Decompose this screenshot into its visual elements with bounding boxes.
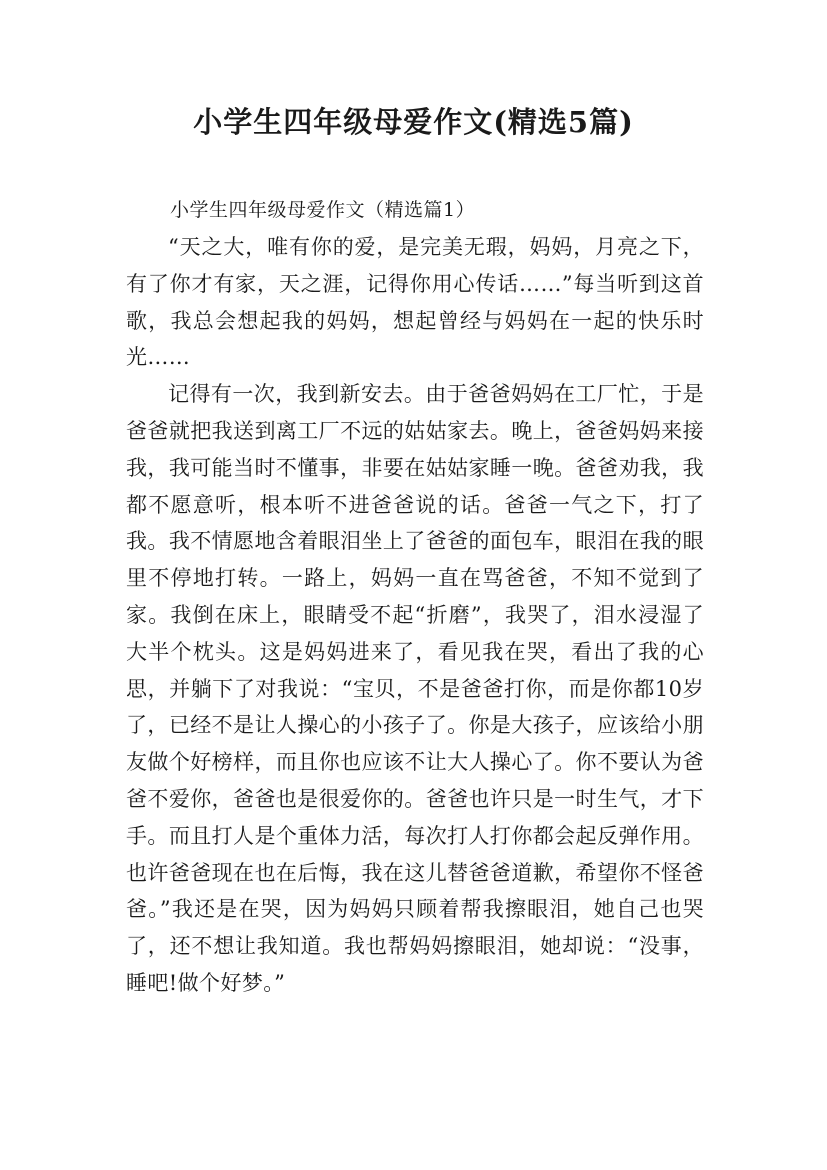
section-heading: 小学生四年级母爱作文（精选篇1） bbox=[170, 199, 476, 221]
paragraph-1: “天之大，唯有你的爱，是完美无瑕，妈妈，月亮之下，有了你才有家，天之涯，记得你用心传话……”每当听到这首歌，我总会想起我的妈妈，想起曾经与妈妈在一起的快乐时光…… bbox=[126, 235, 704, 370]
document-body bbox=[126, 191, 704, 1002]
document-title: 小学生四年级母爱作文(精选5篇) bbox=[193, 105, 634, 139]
paragraph-2: 记得有一次，我到新安去。由于爸爸妈妈在工厂忙，于是爸爸就把我送到离工厂不远的姑姑家去。晚上，爸爸妈妈来接我，我可能当时不懂事，非要在姑姑家睡一晚。爸爸劝我，我都不愿意听，根本听不进爸爸说的话。爸爸一气之下，打了我。我不情愿地含着眼泪坐上了爸爸的面包车，眼泪在我的眼里不停地打转。一路上，妈妈一直在骂爸爸，不知不觉到了家。我倒在床上，眼睛受不起“折磨”，我哭了，泪水浸湿了大半个枕头。这是妈妈进来了，看见我在哭，看出了我的心思，并躺下了对我说：“宝贝，不是爸爸打你，而是你都10岁了，已经不是让人操心的小孩子了。你是大孩子，应该给小朋友做个好榜样，而且你也应该不让大人操心了。你不要认为爸爸不爱你，爸爸也是很爱你的。爸爸也许只是一时生气，才下手。而且打人是个重体力活，每次打人打你都会起反弹作用。也许爸爸现在也在后悔，我在这儿替爸爸道歉，希望你不怪爸爸。”我还是在哭，因为妈妈只顾着帮我擦眼泪，她自己也哭了，还不想让我知道。我也帮妈妈擦眼泪，她却说：“没事，睡吧!做个好梦。” bbox=[126, 382, 704, 995]
